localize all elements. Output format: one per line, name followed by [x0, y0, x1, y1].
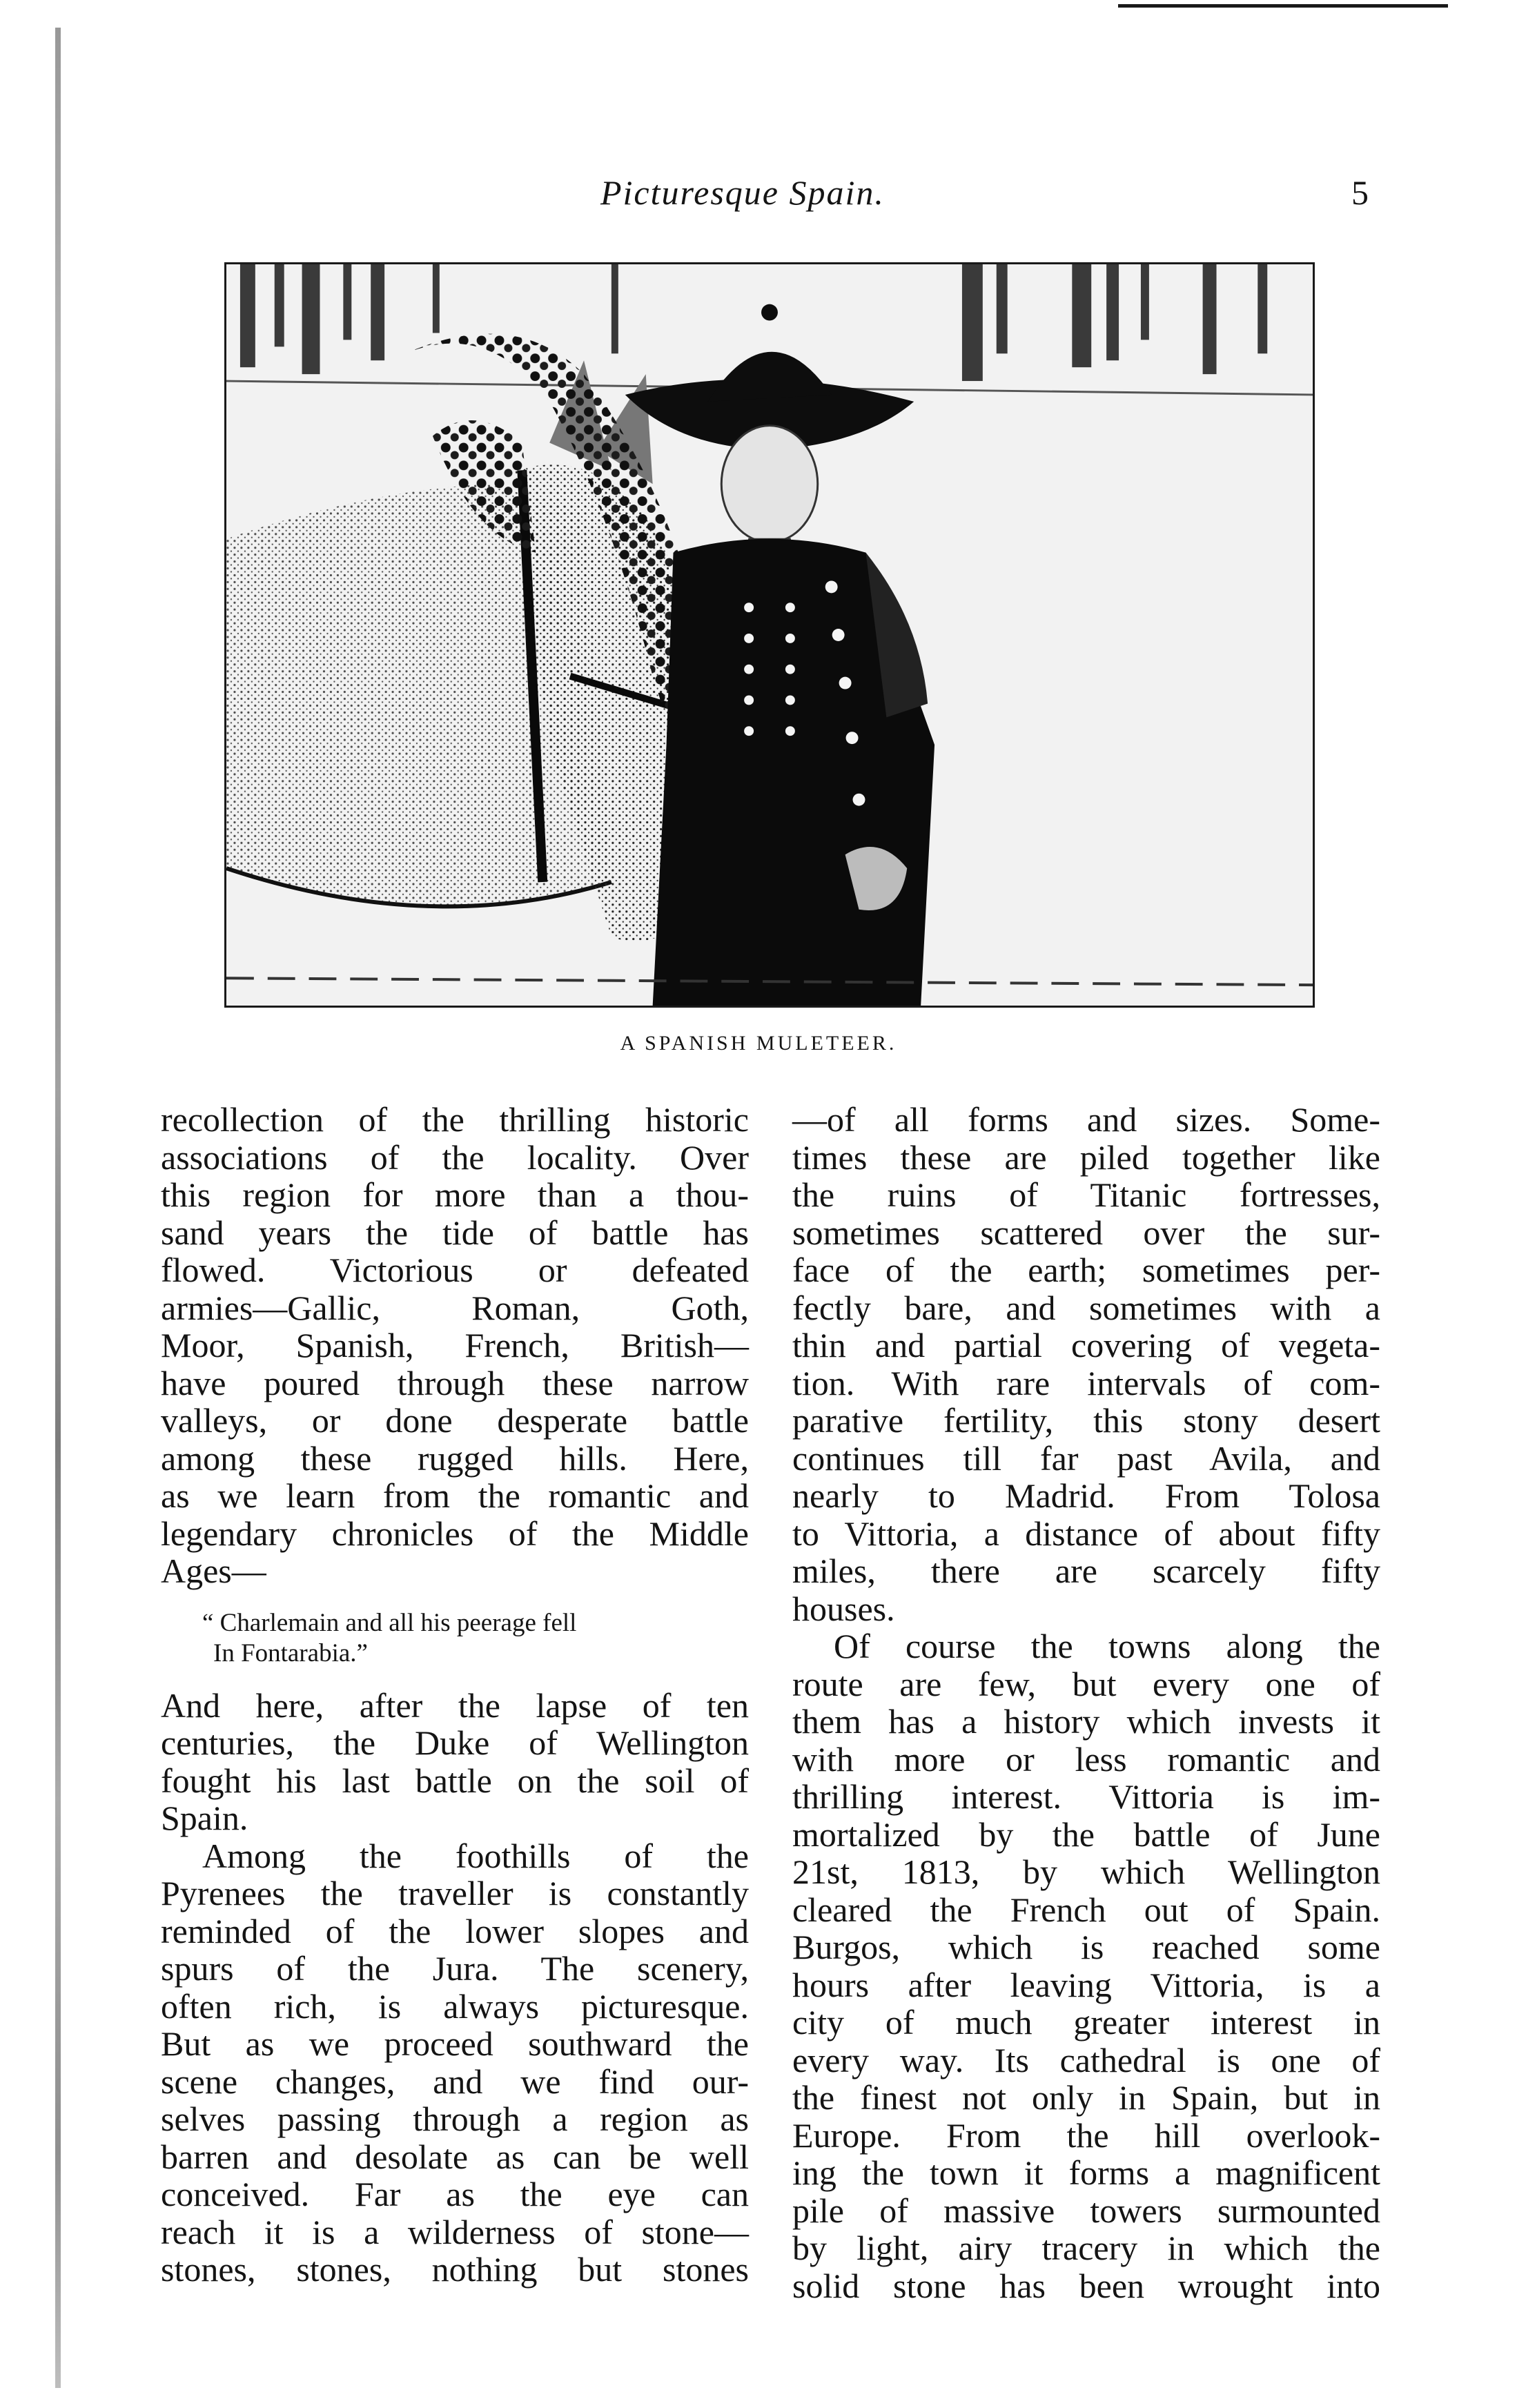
text-line: to Vittoria, a distance of about fifty	[792, 1514, 1380, 1553]
text-line: hours after leaving Vittoria, is a	[792, 1965, 1380, 2004]
left-column	[161, 1101, 749, 2289]
text-line: legendary chronicles of the Middle	[161, 1514, 749, 1553]
text-line: reminded of the lower slopes and	[161, 1911, 749, 1950]
text-line: associations of the locality. Over	[161, 1137, 749, 1177]
text-line: miles, there are scarcely fifty	[792, 1552, 1380, 1590]
text-line: pile of massive towers surmounted	[792, 2191, 1380, 2230]
text-line: every way. Its cathedral is one of	[792, 2040, 1380, 2079]
text-line: with more or less romantic and	[792, 1739, 1380, 1779]
text-line: conceived. Far as the eye can	[161, 2175, 749, 2213]
figure-caption: A SPANISH MULETEER.	[620, 1032, 897, 1055]
text-line: have poured through these narrow	[161, 1363, 749, 1402]
text-line: city of much greater interest in	[792, 2003, 1380, 2042]
text-line: solid stone has been wrought into	[792, 2266, 1380, 2305]
page-edge-shadow	[55, 28, 61, 2388]
text-line: centuries, the Duke of Wellington	[161, 1723, 749, 1762]
text-line: the ruins of Titanic fortresses,	[792, 1175, 1380, 1214]
text-line: But as we proceed southward the	[161, 2024, 749, 2063]
text-line: Moor, Spanish, French, British—	[161, 1326, 749, 1364]
text-line: fectly bare, and sometimes with a	[792, 1288, 1380, 1327]
quote-line: “ Charlemain and all his peerage fell	[202, 1608, 577, 1637]
text-line: continues till far past Avila, and	[792, 1438, 1380, 1478]
text-line: —of all forms and sizes. Some-	[792, 1100, 1380, 1139]
text-line: stones, stones, nothing but stones	[161, 2250, 749, 2289]
verse-quotation	[202, 1608, 749, 1669]
text-line: Spain.	[161, 1799, 248, 1837]
right-column	[792, 1101, 1380, 2304]
text-line: Ages—	[161, 1552, 266, 1590]
text-line: reach it is a wilderness of stone—	[161, 2212, 749, 2251]
text-line: nearly to Madrid. From Tolosa	[792, 1476, 1380, 1515]
text-line: sand years the tide of battle has	[161, 1213, 749, 1252]
top-rule	[1118, 4, 1448, 8]
muleteer-illustration	[224, 262, 1315, 1008]
quote-line: In Fontarabia.”	[213, 1638, 368, 1667]
text-line: Among the foothills of the	[202, 1836, 749, 1875]
text-line: cleared the French out of Spain.	[792, 1890, 1380, 1929]
text-line: among these rugged hills. Here,	[161, 1438, 749, 1478]
text-line: face of the earth; sometimes per-	[792, 1251, 1380, 1289]
text-line: Of course the towns along the	[834, 1627, 1380, 1665]
text-line: valleys, or done desperate battle	[161, 1401, 749, 1440]
text-line: thin and partial covering of vegeta-	[792, 1326, 1380, 1364]
text-line: this region for more than a thou-	[161, 1175, 749, 1214]
text-line: armies—Gallic, Roman, Goth,	[161, 1288, 749, 1327]
running-title: Picturesque Spain.	[600, 173, 885, 212]
text-line: sometimes scattered over the sur-	[792, 1213, 1380, 1252]
text-line: ing the town it forms a magnificent	[792, 2153, 1380, 2192]
text-line: route are few, but every one of	[792, 1664, 1380, 1703]
text-line: houses.	[792, 1589, 895, 1628]
text-line: often rich, is always picturesque.	[161, 1986, 749, 2026]
text-line: times these are piled together like	[792, 1137, 1380, 1177]
text-line: thrilling interest. Vittoria is im-	[792, 1777, 1380, 1816]
page-number: 5	[1351, 173, 1369, 212]
text-line: flowed. Victorious or defeated	[161, 1251, 749, 1289]
text-line: Burgos, which is reached some	[792, 1928, 1380, 1966]
text-line: scene changes, and we find our-	[161, 2062, 749, 2101]
text-line: fought his last battle on the soil of	[161, 1761, 749, 1800]
text-line: spurs of the Jura. The scenery,	[161, 1949, 749, 1988]
text-line: them has a history which invests it	[792, 1702, 1380, 1741]
text-line: And here, after the lapse of ten	[161, 1685, 749, 1725]
text-line: the finest not only in Spain, but in	[792, 2078, 1380, 2117]
text-line: parative fertility, this stony desert	[792, 1401, 1380, 1440]
illustration-drawing	[226, 264, 1313, 1006]
text-line: by light, airy tracery in which the	[792, 2229, 1380, 2267]
text-line: 21st, 1813, by which Wellington	[792, 1852, 1380, 1891]
text-line: recollection of the thrilling historic	[161, 1100, 749, 1139]
text-line: selves passing through a region as	[161, 2099, 749, 2138]
text-line: Pyrenees the traveller is constantly	[161, 1874, 749, 1912]
text-line: barren and desolate as can be well	[161, 2137, 749, 2176]
text-line: tion. With rare intervals of com-	[792, 1363, 1380, 1402]
text-line: mortalized by the battle of June	[792, 1814, 1380, 1854]
text-line: Europe. From the hill overlook-	[792, 2115, 1380, 2155]
text-line: as we learn from the romantic and	[161, 1476, 749, 1515]
